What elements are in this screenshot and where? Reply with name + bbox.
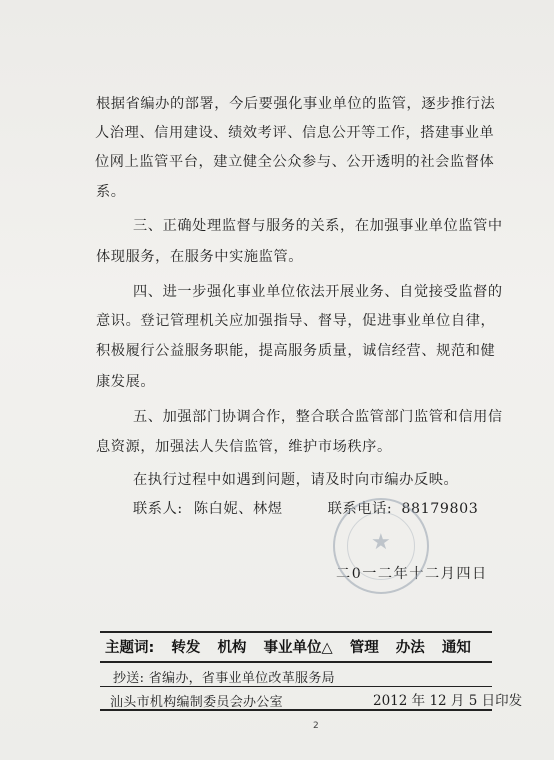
official-seal-stamp bbox=[333, 498, 429, 594]
subject-term: 办法 bbox=[395, 640, 425, 656]
subject-label: 主题词: bbox=[105, 640, 155, 656]
cc-recipients: 省编办，省事业单位改革服务局 bbox=[148, 671, 335, 686]
cc-label: 抄送: bbox=[113, 671, 145, 686]
divider bbox=[100, 661, 492, 663]
subject-term: 转发 bbox=[171, 640, 201, 656]
body-line: 位网上监管平台，建立健全公众参与、公开透明的社会监督体 bbox=[95, 154, 495, 170]
body-line: 根据省编办的部署，今后要强化事业单位的监管，逐步推行法 bbox=[96, 96, 496, 112]
issuer-name: 汕头市机构编制委员会办公室 bbox=[110, 695, 283, 710]
body-line: 四、进一步强化事业单位依法开展业务、自觉接受监督的 bbox=[133, 284, 503, 300]
body-line: 人治理、信用建设、绩效考评、信息公开等工作，搭建事业单 bbox=[95, 125, 495, 141]
subject-term: 管理 bbox=[349, 640, 379, 656]
contact-line bbox=[133, 500, 478, 518]
phone-label: 联系电话: bbox=[327, 501, 393, 517]
body-line: 五、加强部门协调合作，整合联合监管部门监管和信用信 bbox=[133, 409, 503, 425]
body-line: 三、正确处理监督与服务的关系，在加强事业单位监管中 bbox=[133, 218, 503, 234]
body-line: 在执行过程中如遇到问题，请及时向市编办反映。 bbox=[133, 472, 459, 488]
divider bbox=[100, 631, 492, 633]
contact-names: 陈白妮、林煜 bbox=[193, 501, 283, 517]
page-number: 2 bbox=[313, 721, 319, 731]
body-line: 康发展。 bbox=[96, 374, 156, 390]
subject-term: 事业单位△ bbox=[263, 640, 333, 656]
body-line: 意识。登记管理机关应加强指导、督导，促进事业单位自律， bbox=[96, 313, 496, 329]
body-line: 系。 bbox=[96, 184, 126, 200]
contact-label: 联系人: bbox=[133, 501, 183, 517]
body-line: 体现服务，在服务中实施监管。 bbox=[96, 249, 304, 265]
subject-term: 通知 bbox=[441, 640, 471, 656]
divider bbox=[100, 686, 492, 687]
star-icon: ★ bbox=[371, 530, 391, 555]
body-line: 息资源，加强法人失信监管，维护市场秩序。 bbox=[96, 439, 392, 455]
document-date: 二0一二年十二月四日 bbox=[336, 566, 488, 582]
issue-date: 2012 年 12 月 5 日印发 bbox=[373, 693, 523, 709]
subject-terms-row bbox=[105, 636, 483, 657]
phone-number: 88179803 bbox=[401, 501, 479, 517]
divider bbox=[100, 709, 492, 711]
subject-term: 机构 bbox=[217, 640, 247, 656]
body-line: 积极履行公益服务职能，提高服务质量，诚信经营、规范和健 bbox=[96, 343, 496, 359]
cc-row bbox=[113, 667, 335, 686]
